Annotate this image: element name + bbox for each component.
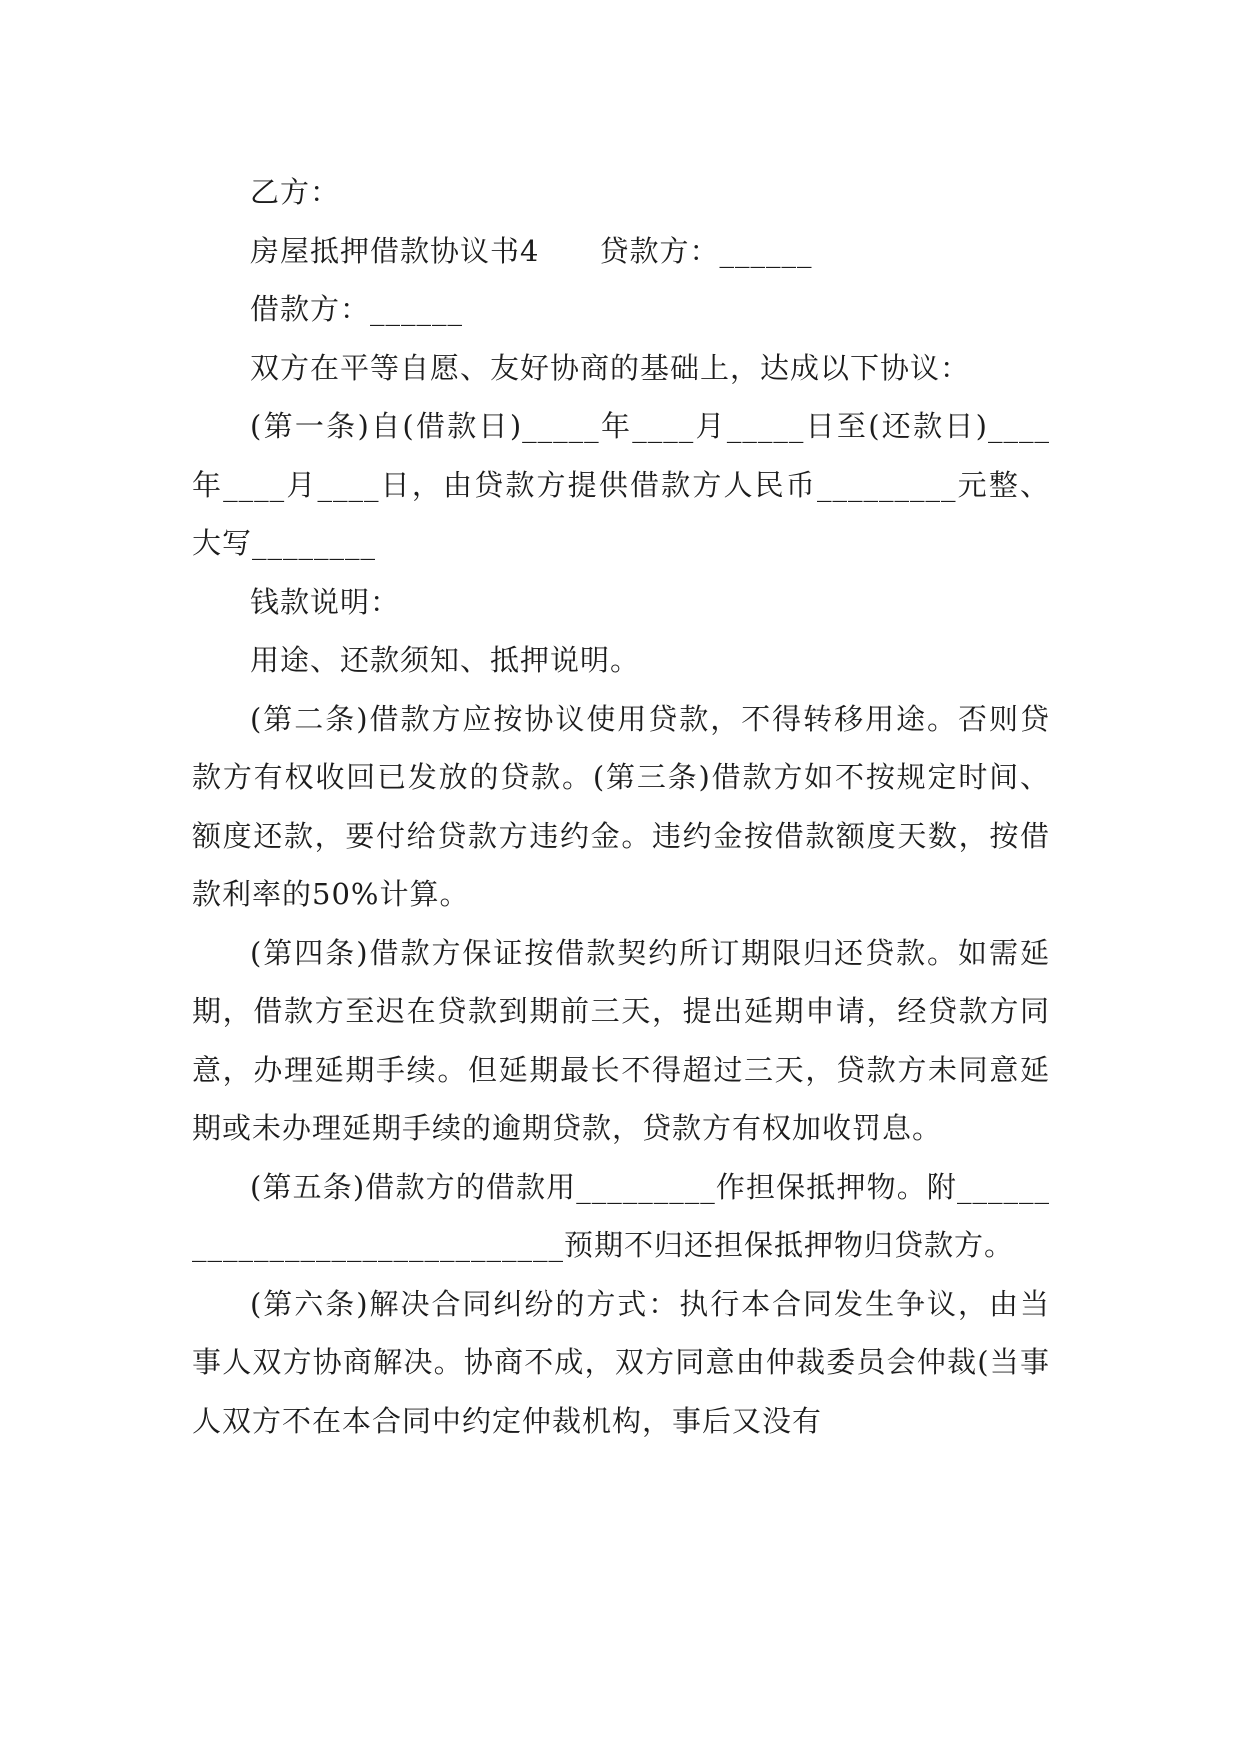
money-note-items: 用途、还款须知、抵押说明。 bbox=[250, 643, 641, 677]
document-page bbox=[192, 163, 1050, 1450]
preamble: 双方在平等自愿、友好协商的基础上，达成以下协议： bbox=[250, 350, 971, 385]
article-2-3: (第二条)借款方应按协议使用贷款，不得转移用途。否则贷款方有权收回已发放的贷款。(第三条)借款方如不按规定时间、额度还款，要付给贷款方违约金。违约金按借款额度天数，按借款利率的50%计算。 bbox=[192, 701, 1050, 911]
article-4: (第四条)借款方保证按借款契约所订期限归还贷款。如需延期，借款方至迟在贷款到期前三天，提出延期申请，经贷款方同意，办理延期手续。但延期最长不得超过三天，贷款方未同意延期或未办理延期手续的逾期贷款，贷款方有权加收罚息。 bbox=[192, 935, 1050, 1145]
article-1: (第一条)自(借款日)_____年____月_____日至(还款日)____年____月____日，由贷款方提供借款方人民币_________元整、大写________ bbox=[192, 409, 1050, 560]
party-b-label: 乙方： bbox=[250, 175, 341, 209]
money-note-label: 钱款说明： bbox=[250, 584, 401, 619]
borrower-label: 借款方：______ bbox=[250, 292, 464, 326]
article-6: (第六条)解决合同纠纷的方式：执行本合同发生争议，由当事人双方协商解决。协商不成，双方同意由仲裁委员会仲裁(当事人双方不在本合同中约定仲裁机构，事后又没有 bbox=[192, 1286, 1050, 1438]
article-5: (第五条)借款方的借款用_________作担保抵押物。附______________________________预期不归还担保抵押物归贷款方。 bbox=[192, 1169, 1050, 1262]
agreement-title-lender: 房屋抵押借款协议书4 贷款方：______ bbox=[250, 233, 813, 268]
